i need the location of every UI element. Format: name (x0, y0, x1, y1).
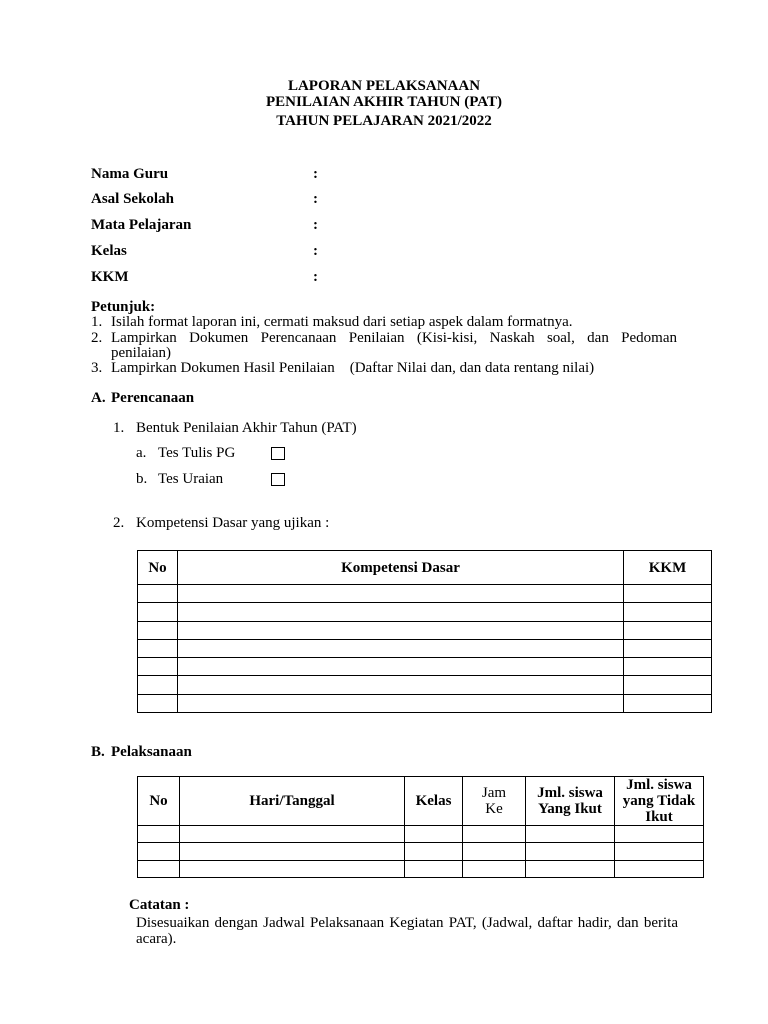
table-cell (463, 860, 526, 877)
table-cell (405, 826, 463, 843)
table-row (138, 694, 712, 712)
table-cell (624, 585, 712, 603)
table-cell (615, 826, 704, 843)
checkbox-tes-uraian[interactable] (271, 473, 285, 486)
table-cell (624, 676, 712, 694)
table-cell (405, 860, 463, 877)
table-row (138, 658, 712, 676)
table-cell (405, 843, 463, 860)
table-cell (178, 603, 624, 621)
instruction-text: Lampirkan Dokumen Hasil Penilaian (Daftar Nilai dan, dan data rentang nilai) (111, 360, 595, 376)
item-number: 2. (113, 515, 125, 531)
table-cell (178, 676, 624, 694)
table-cell (138, 639, 178, 657)
table-cell (178, 585, 624, 603)
table-cell (178, 694, 624, 712)
report-title-line-1: LAPORAN PELAKSANAAN (287, 78, 481, 94)
table-cell (180, 843, 405, 860)
table-cell (526, 860, 615, 877)
section-heading: Pelaksanaan (111, 744, 192, 760)
instruction-number: 2. (91, 330, 103, 346)
table-row (138, 860, 704, 877)
table-header-jml-siswa-ikut: Jml. siswa Yang Ikut (526, 777, 615, 826)
report-title-line-2: PENILAIAN AKHIR TAHUN (PAT) (266, 94, 502, 110)
table-cell (463, 826, 526, 843)
item-text-kompetensi-dasar: Kompetensi Dasar yang ujikan : (136, 515, 330, 531)
option-label-tes-tulis-pg: Tes Tulis PG (158, 445, 236, 461)
table-row (138, 676, 712, 694)
instruction-number: 1. (91, 314, 103, 330)
field-label-kkm: KKM (91, 269, 129, 285)
option-letter: a. (136, 445, 147, 461)
table-header-no: No (138, 777, 180, 826)
table-body (138, 585, 712, 713)
table-cell (624, 658, 712, 676)
field-label-mata-pelajaran: Mata Pelajaran (91, 217, 192, 233)
field-label-nama-guru: Nama Guru (91, 166, 169, 182)
kompetensi-dasar-table (137, 550, 712, 713)
field-separator: : (313, 269, 318, 285)
field-separator: : (313, 191, 318, 207)
table-cell (138, 658, 178, 676)
table-row (138, 639, 712, 657)
section-heading: Perencanaan (111, 390, 195, 406)
notes-text-continued: acara). (136, 931, 177, 947)
table-cell (138, 860, 180, 877)
checkbox-tes-tulis-pg[interactable] (271, 447, 285, 460)
table-header-kkm: KKM (624, 551, 712, 585)
field-label-asal-sekolah: Asal Sekolah (91, 191, 174, 207)
table-row (138, 621, 712, 639)
table-cell (615, 860, 704, 877)
table-header-row (138, 551, 712, 585)
table-row (138, 843, 704, 860)
item-text-bentuk-penilaian: Bentuk Penilaian Akhir Tahun (PAT) (136, 420, 357, 436)
table-cell (138, 826, 180, 843)
table-body (138, 826, 704, 878)
table-row (138, 585, 712, 603)
table-cell (178, 621, 624, 639)
table-cell (138, 621, 178, 639)
instruction-text: Lampirkan Dokumen Perencanaan Penilaian (Kisi-kisi, Naskah soal, dan Pedoman (111, 330, 677, 346)
table-header-hari-tanggal: Hari/Tanggal (180, 777, 405, 826)
table-cell (138, 585, 178, 603)
field-separator: : (313, 217, 318, 233)
table-cell (526, 843, 615, 860)
instructions-heading: Petunjuk: (91, 299, 156, 315)
table-cell (463, 843, 526, 860)
table-cell (624, 603, 712, 621)
instruction-number: 3. (91, 360, 103, 376)
table-cell (624, 639, 712, 657)
field-separator: : (313, 243, 318, 259)
option-letter: b. (136, 471, 148, 487)
pelaksanaan-table (137, 776, 704, 878)
table-header-kelas: Kelas (405, 777, 463, 826)
section-letter: A. (91, 390, 106, 406)
table-cell (138, 843, 180, 860)
table-cell (178, 639, 624, 657)
table-cell (138, 676, 178, 694)
report-title-line-3: TAHUN PELAJARAN 2021/2022 (276, 113, 492, 129)
table-cell (180, 860, 405, 877)
item-number: 1. (113, 420, 125, 436)
table-cell (180, 826, 405, 843)
field-separator: : (313, 166, 318, 182)
table-cell (615, 843, 704, 860)
notes-heading: Catatan : (129, 897, 190, 913)
table-header-jml-siswa-tidak-ikut: Jml. siswa yang Tidak Ikut (615, 777, 704, 826)
table-cell (138, 603, 178, 621)
instruction-text: Isilah format laporan ini, cermati maksud dari setiap aspek dalam formatnya. (111, 314, 573, 330)
table-cell (178, 658, 624, 676)
option-label-tes-uraian: Tes Uraian (158, 471, 224, 487)
table-header-jam-ke: Jam Ke (463, 777, 526, 826)
table-header-kompetensi-dasar: Kompetensi Dasar (178, 551, 624, 585)
table-header-no: No (138, 551, 178, 585)
table-row (138, 826, 704, 843)
table-cell (624, 694, 712, 712)
field-label-kelas: Kelas (91, 243, 127, 259)
table-cell (526, 826, 615, 843)
table-row (138, 603, 712, 621)
table-cell (624, 621, 712, 639)
notes-text: Disesuaikan dengan Jadwal Pelaksanaan Kegiatan PAT, (Jadwal, daftar hadir, dan berita (136, 915, 678, 931)
section-letter: B. (91, 744, 105, 760)
instruction-text-continued: penilaian) (111, 345, 171, 361)
table-header-row (138, 777, 704, 826)
table-cell (138, 694, 178, 712)
